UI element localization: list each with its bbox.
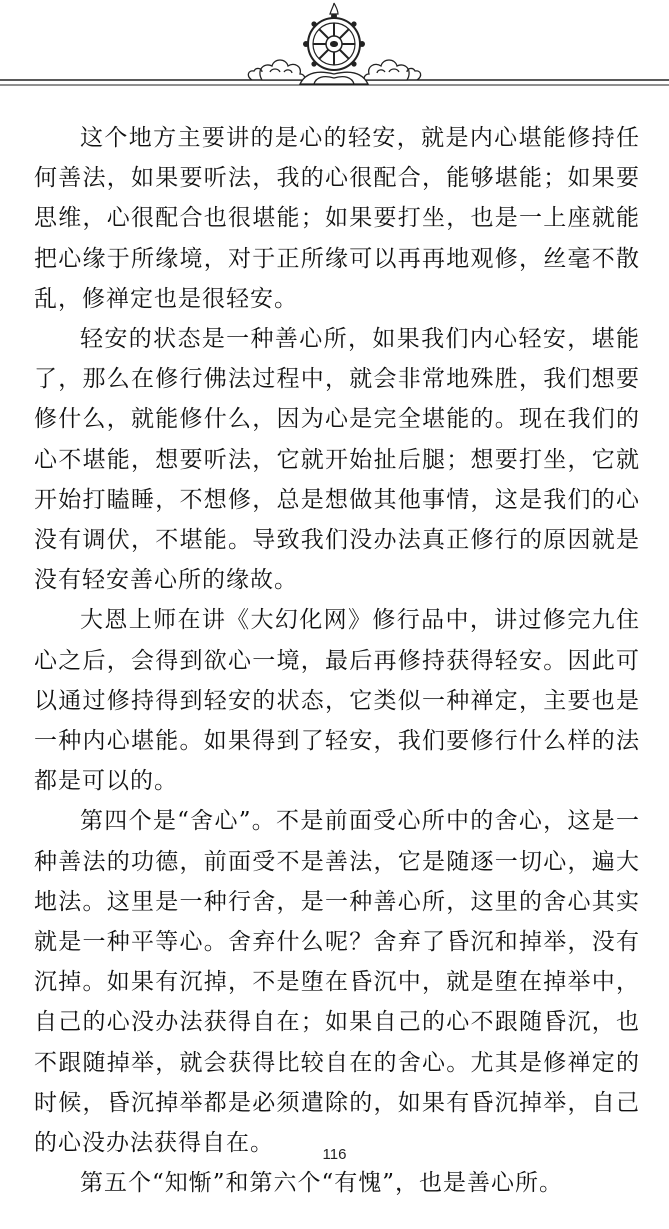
page-header bbox=[0, 0, 669, 110]
paragraph-5: 第五个“知惭”和第六个“有愧”，也是善心所。 bbox=[80, 1170, 564, 1197]
paragraph-4: 第四个是“舍心”。不是前面受心所中的舍心，这是一种善法的功德，前面受不是善法，它是随逐一切心，遍大地法。这里是一种行舍，是一种善心所，这里的舍心其实就是一种平等心。舍弃什么呢？舍弃了昏沉和掉举，没有沉掉。如果有沉掉，不是堕在昏沉中，就是堕在掉举中，自己的心没办法获得自在；如果自己的心不跟随昏沉，也不跟随掉举，就会获得比较自在的舍心。尤其是修禅定的时候，昏沉掉举都是必须遣除的，如果有昏沉掉举，自己的心没办法获得自在。 bbox=[34, 808, 640, 1157]
paragraph-3: 大恩上师在讲《大幻化网》修行品中，讲过修完九住心之后，会得到欲心一境，最后再修持获得轻安。因此可以通过修持得到轻安的状态，它类似一种禅定，主要也是一种内心堪能。如果得到了轻安，我们要修行什么样的法都是可以的。 bbox=[34, 607, 640, 795]
paragraph-1: 这个地方主要讲的是心的轻安，就是内心堪能修持任何善法，如果要听法，我的心很配合，能够堪能；如果要思维，心很配合也很堪能；如果要打坐，也是一上座就能把心缘于所缘境，对于正所缘可以再再地观修，丝毫不散乱，修禅定也是很轻安。 bbox=[34, 125, 640, 312]
lotus-base-icon bbox=[300, 72, 368, 84]
page-number: 116 bbox=[322, 1146, 347, 1163]
dharma-wheel-icon bbox=[303, 3, 365, 70]
header-ornament bbox=[0, 0, 669, 110]
page-body bbox=[34, 118, 640, 1203]
left-cloud-icon bbox=[248, 60, 304, 80]
right-cloud-icon bbox=[364, 60, 420, 80]
paragraph-2: 轻安的状态是一种善心所，如果我们内心轻安，堪能了，那么在修行佛法过程中，就会非常地殊胜，我们想要修什么，就能修什么，因为心是完全堪能的。现在我们的心不堪能，想要听法，它就开始扯后腿；想要打坐，它就开始打瞌睡，不想修，总是想做其他事情，这是我们的心没有调伏，不堪能。导致我们没办法真正修行的原因就是没有轻安善心所的缘故。 bbox=[34, 326, 640, 594]
